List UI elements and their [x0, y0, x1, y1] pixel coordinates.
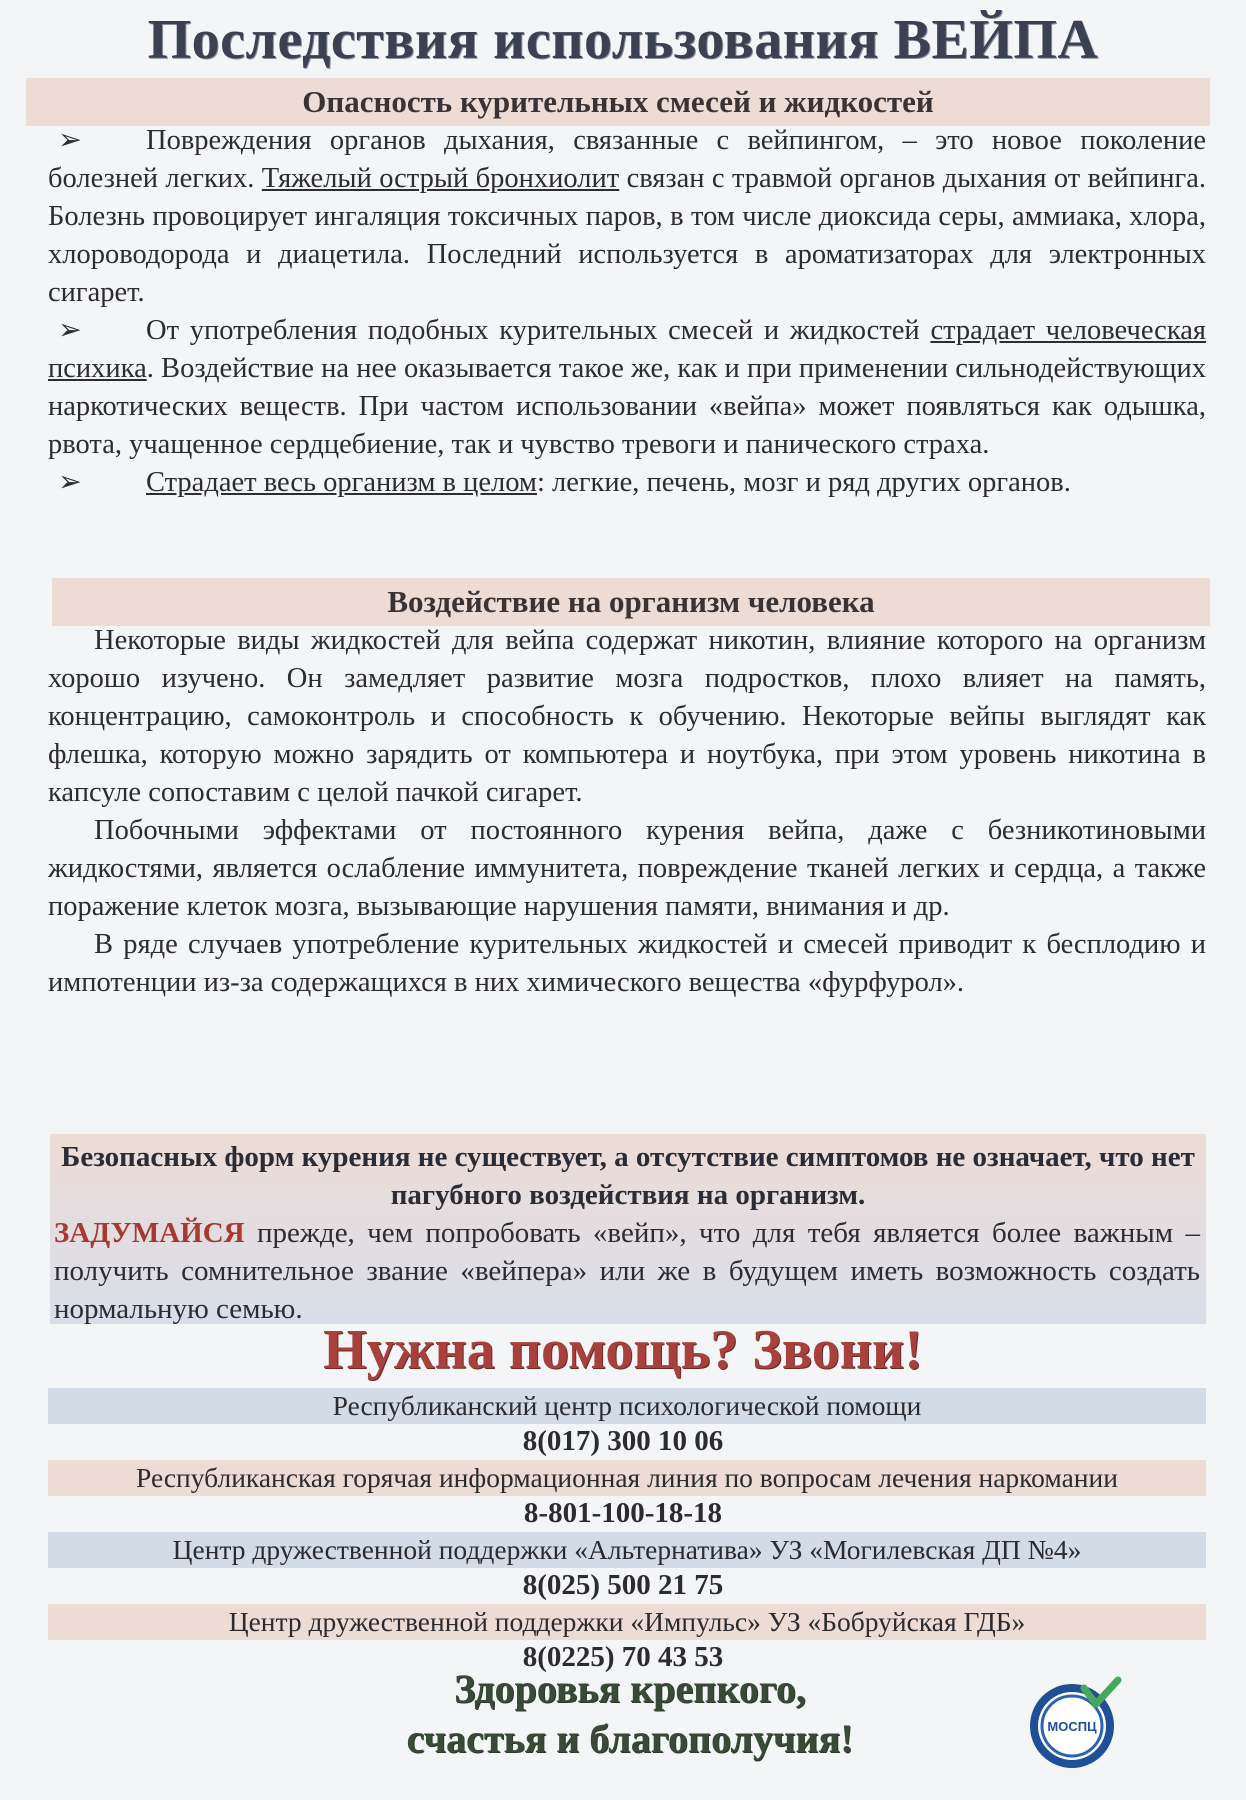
warning-think-text: ЗАДУМАЙСЯ прежде, чем попробовать «вейп», что для тебя является более важным – получить сомнительное звание «вейпера» или же в будущем иметь возможность создать нормальную семью.: [54, 1217, 1200, 1325]
arrow-bullet-icon: ➢: [58, 467, 82, 498]
warning-box: [50, 1134, 1206, 1324]
section-impact-body: [48, 622, 1206, 1002]
closing-wish: Здоровья крепкого, счастья и благополучия!: [406, 1666, 854, 1761]
bullet-paragraph-respiratory: ➢ Повреждения органов дыхания, связанные с вейпингом, – это новое поколение болезней легких. Тяжелый острый бронхиолит связан с травмой органов дыхания от вейпинга. Болезнь провоцирует ингаляция токсичных паров, в том числе диоксида серы, аммиака, хлора, хлороводорода и диацетила. Последний используется в ароматизаторах для электронных сигарет.: [48, 122, 1206, 312]
contact-phone[interactable]: 8(017) 300 10 06: [522, 1425, 724, 1457]
help-title: Нужна помощь? Звони!: [323, 1319, 923, 1381]
contact-phone[interactable]: 8(0225) 70 43 53: [522, 1641, 724, 1673]
contact-name: Центр дружественной поддержки «Альтернатива» УЗ «Могилевская ДП №4»: [48, 1532, 1206, 1568]
contact-name: Центр дружественной поддержки «Импульс» УЗ «Бобруйская ГДБ»: [48, 1604, 1206, 1640]
contact-phone[interactable]: 8-801-100-18-18: [523, 1497, 723, 1529]
underlined-term: страдает человеческая психика: [48, 315, 1206, 384]
underlined-term: Тяжелый острый бронхиолит: [261, 163, 620, 194]
underlined-term: Страдает весь организм в целом: [146, 467, 537, 498]
svg-text:МОСПЦ: МОСПЦ: [1047, 1719, 1097, 1734]
impact-paragraph-nicotine: Некоторые виды жидкостей для вейпа содержат никотин, влияние которого на организм хорошо изучено. Он замедляет развитие мозга подростков, плохо влияет на память, концентрацию, самоконтроль и способность к обучению. Некоторые вейпы выглядят как флешка, которую можно зарядить от компьютера и ноутбука, при этом уровень никотина в капсуле сопоставим с целой пачкой сигарет.: [48, 625, 1206, 808]
section-danger-body: [48, 122, 1206, 502]
impact-paragraph-furfural: В ряде случаев употребление курительных жидкостей и смесей приводит к бесплодию и импотенции из-за содержащихся в них химического вещества «фурфурол».: [48, 929, 1206, 998]
bullet-paragraph-organism: ➢ Страдает весь организм в целом: легкие, печень, мозг и ряд других органов.: [48, 464, 1206, 502]
warning-statement: Безопасных форм курения не существует, а отсутствие симптомов не означает, что нет пагубного воздействия на организм.: [61, 1141, 1195, 1211]
impact-paragraph-side-effects: Побочными эффектами от постоянного курения вейпа, даже с безникотиновыми жидкостями, является ослабление иммунитета, повреждение тканей легких и сердца, а также поражение клеток мозга, вызывающие нарушения памяти, внимания и др.: [48, 815, 1206, 922]
arrow-bullet-icon: ➢: [58, 315, 82, 346]
section-heading-impact: Воздействие на организм человека: [52, 578, 1210, 626]
think-keyword: ЗАДУМАЙСЯ: [54, 1217, 245, 1249]
contact-name: Республиканский центр психологической помощи: [48, 1388, 1206, 1424]
contact-name: Республиканская горячая информационная линия по вопросам лечения наркомании: [48, 1460, 1206, 1496]
page-title: Последствия использования ВЕЙПА: [147, 9, 1099, 71]
mospc-logo-icon: [1022, 1674, 1122, 1774]
arrow-bullet-icon: ➢: [58, 125, 82, 156]
bullet-paragraph-psyche: ➢ От употребления подобных курительных смесей и жидкостей страдает человеческая психика. Воздействие на нее оказывается такое же, как и при применении сильнодействующих наркотических веществ. При частом использовании «вейпа» может появляться как одышка, рвота, учащенное сердцебиение, так и чувство тревоги и панического страха.: [48, 312, 1206, 464]
contact-phone[interactable]: 8(025) 500 21 75: [522, 1569, 724, 1601]
section-heading-danger: Опасность курительных смесей и жидкостей: [26, 78, 1210, 126]
